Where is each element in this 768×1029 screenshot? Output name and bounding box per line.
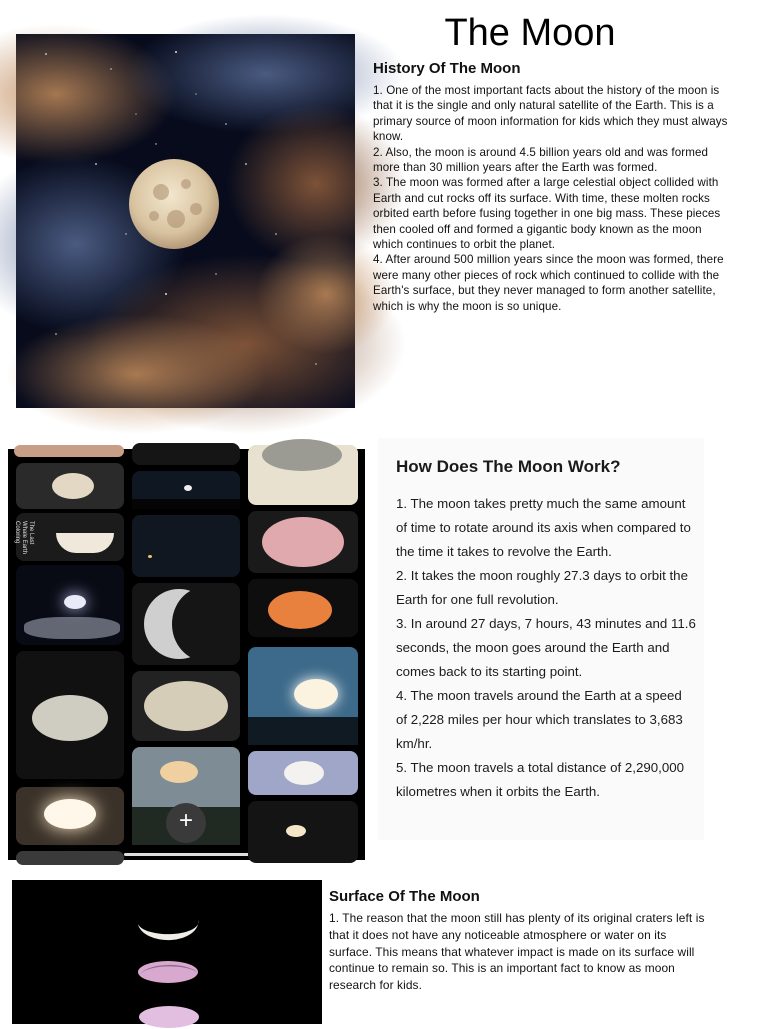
gallery-tile <box>248 511 358 573</box>
surface-heading: Surface Of The Moon <box>329 888 480 905</box>
history-section <box>373 60 733 314</box>
moon-gallery-screenshot <box>8 449 365 860</box>
how-text <box>396 492 696 804</box>
gallery-tile <box>132 671 240 741</box>
how-paragraph: 1. The moon takes pretty much the same amount of time to rotate around its axis when compared to the time it takes to revolve the Earth. <box>396 496 691 559</box>
surface-text <box>329 910 709 994</box>
history-paragraph: 4. After around 500 million years since the moon was formed, there were many other pieces of rock which continued to collide with the Earth's surface, but they never managed to form another satellite, which is why the moon is so unique. <box>373 253 724 313</box>
plus-icon: + <box>178 807 193 834</box>
book-label: The Last Whale Earth Coloring <box>14 521 34 555</box>
how-paragraph: 4. The moon travels around the Earth at a speed of 2,228 miles per hour which translates to 3,683 km/hr. <box>396 688 683 751</box>
gallery-tile <box>14 445 124 457</box>
page-title: The Moon <box>444 12 616 54</box>
moon-phases-image <box>12 880 322 1024</box>
gallery-tile <box>132 471 240 509</box>
gallery-tile <box>16 513 124 561</box>
how-paragraph: 2. It takes the moon roughly 27.3 days to orbit the Earth for one full revolution. <box>396 568 688 607</box>
moon-phases-illustration <box>12 880 322 1024</box>
how-heading: How Does The Moon Work? <box>396 457 621 476</box>
gallery-tile <box>248 751 358 795</box>
history-paragraph: 1. One of the most important facts about the history of the moon is that it is the single and only natural satellite of the Earth. This is a primary source of moon information for kids which they must always know. <box>373 84 728 144</box>
gallery-tile <box>132 515 240 577</box>
gallery-tile <box>248 445 358 505</box>
history-heading: History Of The Moon <box>373 60 521 77</box>
history-paragraph: 3. The moon was formed after a large celestial object collided with Earth and cut rocks off its surface. With time, these molten rocks orbited earth before fusing together in one big mass. These pieces then cooled off and formed a gigantic body known as the moon which continues to orbit the planet. <box>373 176 721 252</box>
gallery-tile <box>132 443 240 465</box>
history-paragraph: 2. Also, the moon is around 4.5 billion years old and was formed more than 30 million years after the Earth was formed. <box>373 145 709 175</box>
home-indicator <box>124 853 250 856</box>
gallery-tile <box>248 579 358 637</box>
gallery-tile <box>132 583 240 665</box>
surface-paragraph: 1. The reason that the moon still has plenty of its original craters left is that it does not have any noticeable atmosphere or water on its surface. This means that whatever impact is made on its surface will continue to remain so. This is an important fact to know as moon research for kids. <box>329 911 705 993</box>
add-button[interactable] <box>166 803 206 843</box>
how-section <box>396 457 696 804</box>
gallery-tile <box>16 651 124 779</box>
moon-nebula-image <box>16 34 355 408</box>
nebula-illustration <box>16 34 355 408</box>
gallery-tile <box>16 463 124 509</box>
gallery-tile <box>16 851 124 865</box>
history-text <box>373 83 733 314</box>
how-paragraph: 5. The moon travels a total distance of 2,290,000 kilometres when it orbits the Earth. <box>396 760 685 799</box>
how-paragraph: 3. In around 27 days, 7 hours, 43 minutes and 11.6 seconds, the moon goes around the Earth and comes back to its starting point. <box>396 616 696 679</box>
gallery-tile <box>248 801 358 863</box>
gallery-tile <box>248 647 358 745</box>
gallery-tile <box>16 787 124 845</box>
gallery-tile <box>16 565 124 645</box>
surface-section <box>329 888 709 994</box>
